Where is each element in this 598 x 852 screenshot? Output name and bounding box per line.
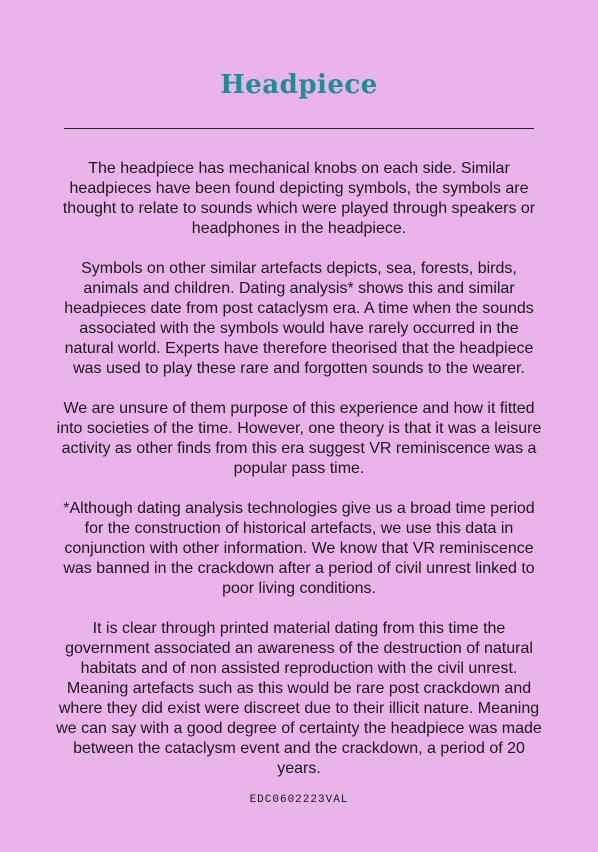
document-body — [56, 159, 542, 799]
page-title: Headpiece — [220, 70, 378, 100]
paragraph-3: We are unsure of them purpose of this experience and how it fitted into societies of the time. However, one theory is that it was a leisure activity as other finds from this era suggest VR reminiscence was a popular pass time. — [56, 400, 542, 477]
paragraph-2: Symbols on other similar artefacts depicts, sea, forests, birds, animals and children. Dating analysis* shows this and similar headpieces date from post cataclysm era. A time when the sounds associated with the symbols would have rarely occurred in the natural world. Experts have therefore theorised that the headpiece was used to play these rare and forgotten sounds to the wearer. — [64, 260, 534, 377]
paragraph-4: *Although dating analysis technologies give us a broad time period for the construction of historical artefacts, we use this data in conjunction with other information. We know that VR reminiscence was banned in the crackdown after a period of civil unrest linked to poor living conditions. — [63, 500, 535, 597]
reference-code: EDC0602223VAL — [249, 794, 349, 806]
paragraph-1: The headpiece has mechanical knobs on each side. Similar headpieces have been found depicting symbols, the symbols are thought to relate to sounds which were played through speakers or headphones in the headpiece. — [62, 160, 536, 237]
paragraph-5: It is clear through printed material dating from this time the government associated an awareness of the destruction of natural habitats and of non assisted reproduction with the civil unrest. Meaning artefacts such as this would be rare post crackdown and where they did exist were discreet due to their illicit nature. Meaning we can say with a good degree of certainty the headpiece was made between the cataclysm event and the crackdown, a period of 20 years. — [56, 620, 542, 777]
title-divider — [64, 128, 534, 129]
